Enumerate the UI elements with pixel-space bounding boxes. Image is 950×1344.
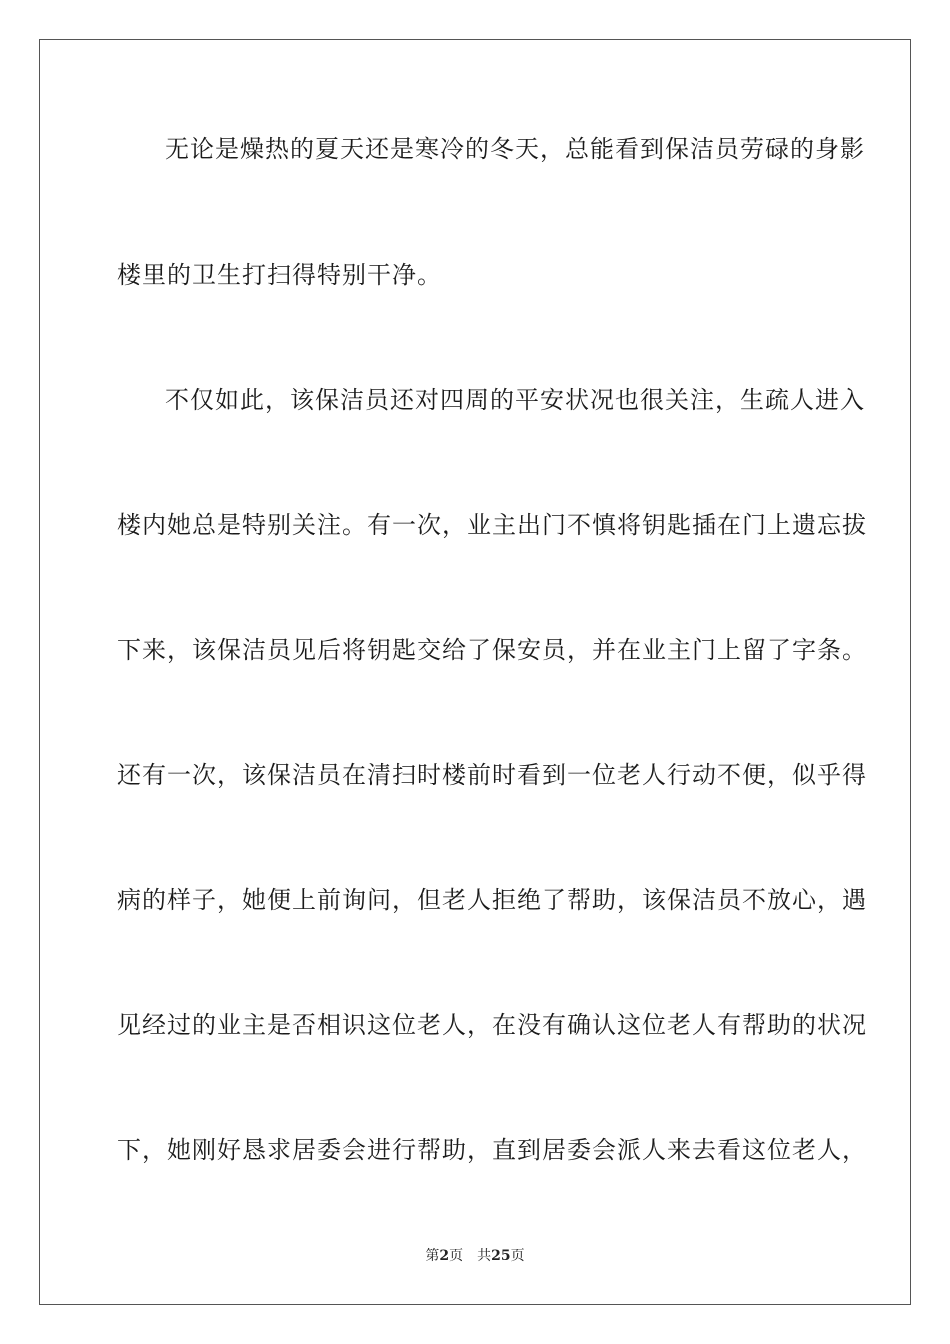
total-prefix: 共: [477, 1248, 492, 1264]
paragraph-2-line-2: 楼内她总是特别关注。有一次，业主出门不慎将钥匙插在门上遗忘拔: [117, 511, 867, 539]
paragraph-2-line-1: 不仅如此，该保洁员还对四周的平安状况也很关注，生疏人进入: [165, 386, 865, 414]
page-suffix: 页: [449, 1248, 464, 1264]
paragraph-1-line-1: 无论是燥热的夏天还是寒冷的冬天，总能看到保洁员劳碌的身影: [165, 135, 865, 163]
paragraph-2-line-3: 下来，该保洁员见后将钥匙交给了保安员，并在业主门上留了字条。: [117, 636, 867, 664]
page-total: 25: [491, 1248, 511, 1264]
paragraph-2-line-6: 见经过的业主是否相识这位老人，在没有确认这位老人有帮助的状况: [117, 1011, 867, 1039]
paragraph-2-line-4: 还有一次，该保洁员在清扫时楼前时看到一位老人行动不便，似乎得: [117, 761, 867, 789]
page-prefix: 第: [425, 1248, 440, 1264]
page-current: 2: [439, 1248, 450, 1264]
page-footer: [0, 1247, 950, 1265]
paragraph-1-line-2: 楼里的卫生打扫得特别干净。: [117, 261, 442, 289]
total-suffix: 页: [510, 1248, 525, 1264]
paragraph-2-line-7: 下，她刚好恳求居委会进行帮助，直到居委会派人来去看这位老人，: [117, 1136, 867, 1164]
paragraph-2-line-5: 病的样子，她便上前询问，但老人拒绝了帮助，该保洁员不放心，遇: [117, 886, 867, 914]
page-border: [39, 39, 911, 1305]
